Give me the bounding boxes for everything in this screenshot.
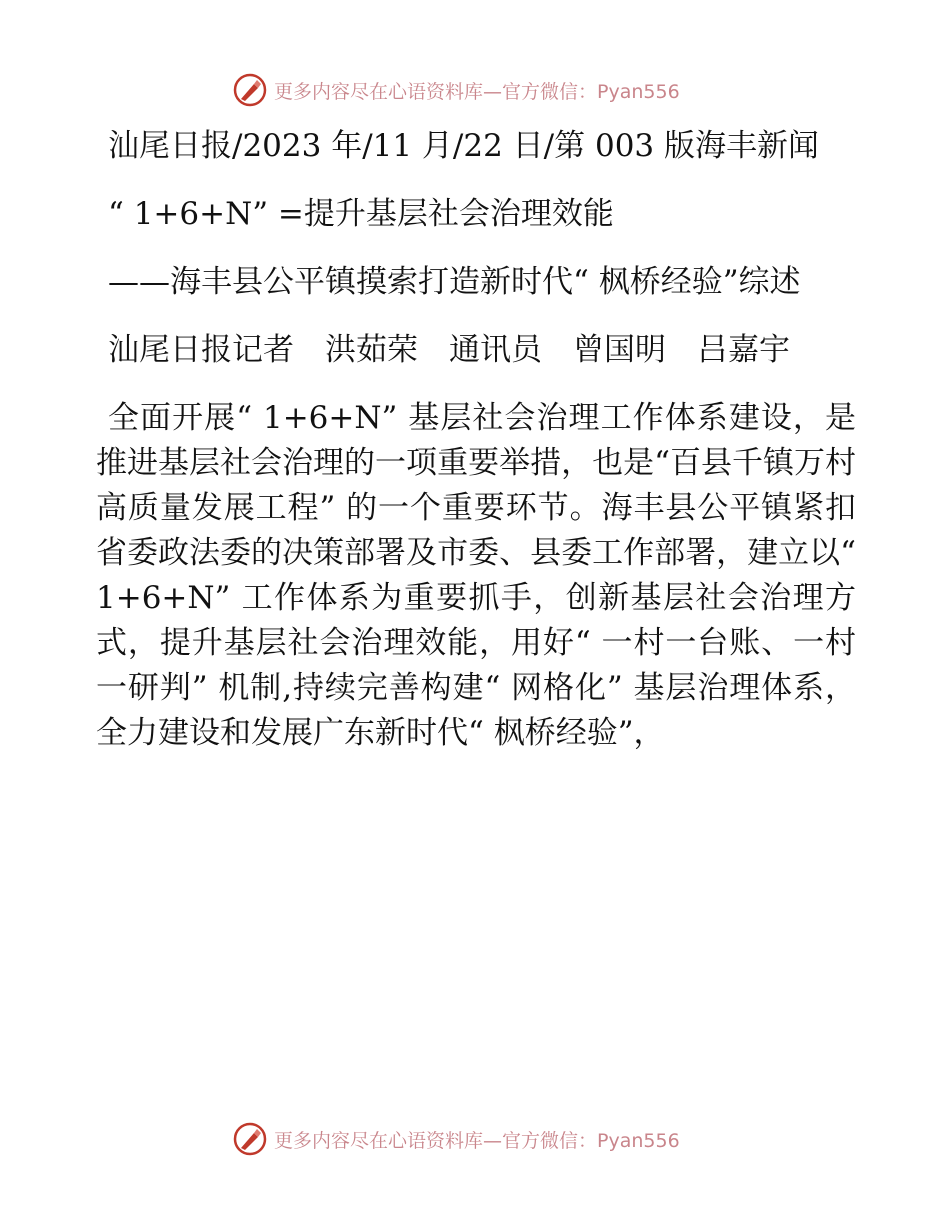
article-title: “ 1+6+N” =提升基层社会治理效能 — [108, 196, 614, 232]
footer-watermark-text: 更多内容尽在心语资料库—官方微信：Pyan556 — [274, 1129, 680, 1152]
newspaper-source-line: 汕尾日报/2023 年/11 月/22 日/第 003 版海丰新闻 — [108, 128, 820, 164]
fountain-pen-logo-icon — [232, 72, 268, 108]
article-subtitle: ——海丰县公平镇摸索打造新时代“ 枫桥经验”综述 — [108, 264, 801, 300]
article-byline: 汕尾日报记者 洪茹荣 通讯员 曾国明 吕嘉宇 — [108, 332, 790, 368]
header-watermark-text: 更多内容尽在心语资料库—官方微信：Pyan556 — [274, 80, 680, 103]
article-paragraph: 全面开展“ 1+6+N” 基层社会治理工作体系建设，是推进基层社会治理的一项重要举措，也是“百县千镇万村高质量发展工程” 的一个重要环节。海丰县公平镇紧扣省委政法委的决策部署及市委、县委工作部署，建立以“ 1+6+N” 工作体系为重要抓手，创新基层社会治理方式，提升基层社会治理效能，用好“ 一村一台账、一村一研判” 机制,持续完善构建“ 网格化” 基层治理体系，全力建设和发展广东新时代“ 枫桥经验”， — [96, 400, 856, 751]
footer-watermark-banner — [232, 1119, 680, 1159]
fountain-pen-logo-icon — [232, 1121, 268, 1157]
header-watermark-banner — [232, 70, 680, 110]
article-body — [96, 124, 856, 778]
